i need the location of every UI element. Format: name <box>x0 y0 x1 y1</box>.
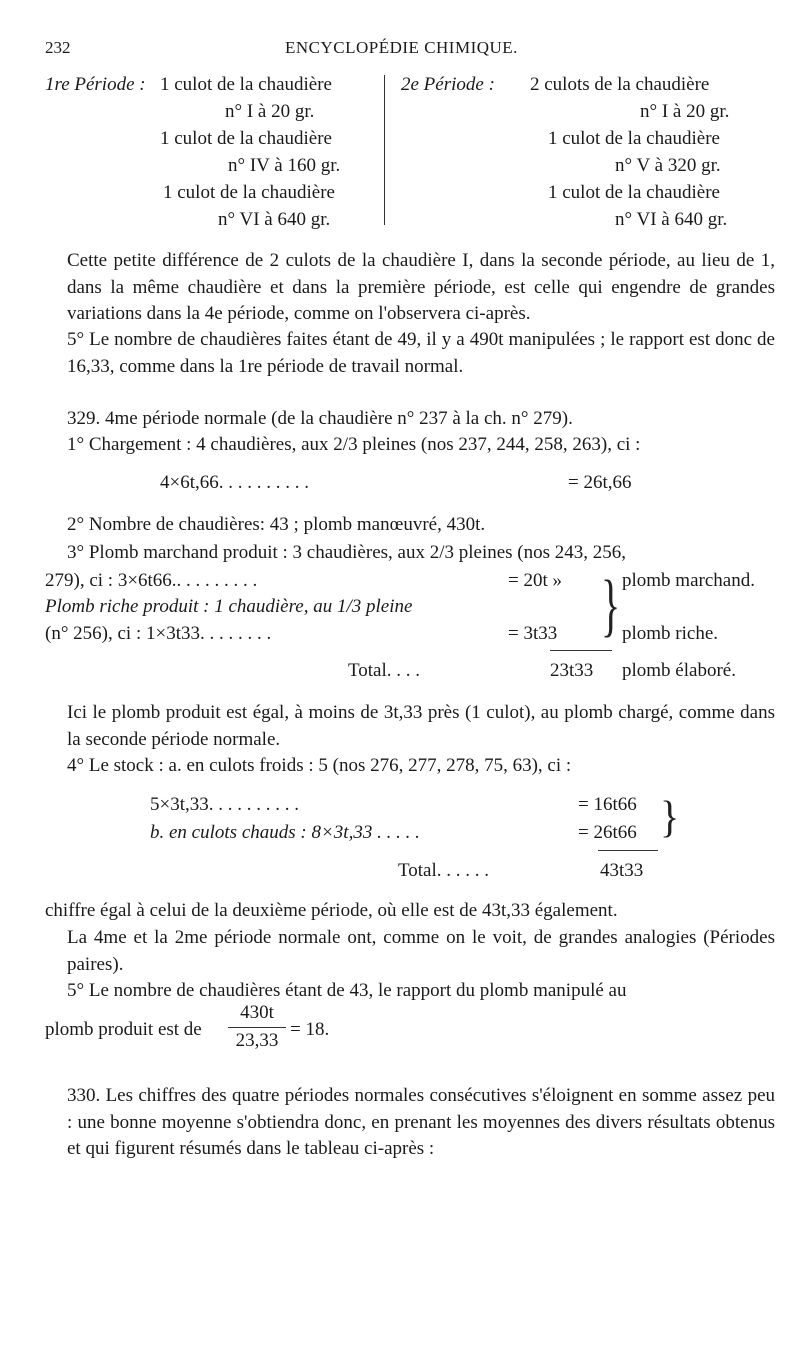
column-divider <box>384 75 385 225</box>
period-right-label: 2e Période : <box>401 74 495 95</box>
paragraph: 330. Les chiffres des quatre périodes normales consécutives s'éloignent en somme assez peu : une bonne moyenne s'obtiendra donc, en prenant les moyennes des divers résultats obtenus et qui figurent résumés dans le tableau ci-après : <box>67 1085 775 1159</box>
plomb-riche-value: = 3t33 <box>508 623 558 644</box>
paragraph: 5° Le nombre de chaudières faites étant de 49, il y a 490t manipulées ; le rapport est donc de 16,33, comme dans la 1re période de travail normal. <box>67 329 775 377</box>
plomb-marchand-value: = 20t » <box>508 570 562 591</box>
period-left-line: 1 culot de la chaudière <box>160 128 332 149</box>
fraction-result: = 18. <box>290 1019 330 1040</box>
stock-b-calc: b. en culots chauds : 8×3t,33 . . . . . <box>150 822 420 843</box>
period-right-line: 1 culot de la chaudière <box>548 128 720 149</box>
fraction-numerator: 430t <box>240 1002 274 1023</box>
period-left-line: 1 culot de la chaudière <box>160 74 332 95</box>
paragraph: 5° Le nombre de chaudières étant de 43, le rapport du plomb manipulé au <box>67 980 627 1001</box>
period-left-line: n° I à 20 gr. <box>225 101 315 122</box>
nombre-line: 2° Nombre de chaudières: 43 ; plomb manœuvré, 430t. <box>67 514 486 535</box>
total-label: Total. . . . <box>348 660 421 681</box>
period-left-line: n° IV à 160 gr. <box>228 155 341 176</box>
brace: } <box>660 791 680 842</box>
plomb-marchand-calc: 279), ci : 3×6t66.. . . . . . . . . <box>45 570 258 591</box>
plomb-marchand-line: 3° Plomb marchand produit : 3 chaudières, aux 2/3 pleines (nos 243, 256, <box>67 542 627 563</box>
paragraph: chiffre égal à celui de la deuxième période, où elle est de 43t,33 également. <box>45 900 618 921</box>
plomb-marchand-label: plomb marchand. <box>622 570 755 591</box>
period-left-line: n° VI à 640 gr. <box>218 209 331 230</box>
chargement-line: 1° Chargement : 4 chaudières, aux 2/3 pleines (nos 237, 244, 258, 263), ci : <box>67 434 641 455</box>
sum-rule <box>598 850 658 851</box>
page-number: 232 <box>45 38 71 57</box>
brace: } <box>601 564 621 644</box>
plomb-riche-label: plomb riche. <box>622 623 719 644</box>
fraction-lead: plomb produit est de <box>45 1019 202 1040</box>
total-label-text: plomb élaboré. <box>622 660 736 681</box>
paragraph: Ici le plomb produit est égal, à moins de 3t,33 près (1 culot), au plomb chargé, comme dans la seconde période normale. <box>67 702 775 750</box>
period-right-line: n° I à 20 gr. <box>640 101 730 122</box>
stock-a-value: = 16t66 <box>578 794 637 815</box>
period-right-line: 2 culots de la chaudière <box>530 74 710 95</box>
plomb-riche-calc: (n° 256), ci : 1×3t33. . . . . . . . <box>45 623 272 644</box>
charge-calculation: 4×6t,66. . . . . . . . . . <box>160 472 309 493</box>
paragraph: La 4me et la 2me période normale ont, comme on le voit, de grandes analogies (Périodes paires). <box>67 927 775 975</box>
period-right-line: n° V à 320 gr. <box>615 155 721 176</box>
period-right-line: n° VI à 640 gr. <box>615 209 728 230</box>
total-label: Total. . . . . . <box>398 860 490 881</box>
charge-result: = 26t,66 <box>568 472 632 493</box>
period-left-label: 1re Période : <box>45 74 146 95</box>
fraction-bar <box>228 1027 286 1028</box>
stock-a-calc: 5×3t,33. . . . . . . . . . <box>150 794 299 815</box>
stock-line: 4° Le stock : a. en culots froids : 5 (nos 276, 277, 278, 75, 63), ci : <box>67 755 572 776</box>
period-left-line: 1 culot de la chaudière <box>163 182 335 203</box>
total-value: 43t33 <box>600 860 644 881</box>
section-329-heading: 329. 4me période normale (de la chaudière n° 237 à la ch. n° 279). <box>67 408 573 429</box>
sum-rule <box>550 650 612 651</box>
paragraph: Cette petite différence de 2 culots de la chaudière I, dans la seconde période, au lieu de 1, dans la même chaudière et dans la première période, est celle qui engendre de grandes variations dans la 4e période, comme on l'observera ci-après. <box>67 250 775 324</box>
running-title: ENCYCLOPÉDIE CHIMIQUE. <box>285 38 518 57</box>
period-right-line: 1 culot de la chaudière <box>548 182 720 203</box>
total-value: 23t33 <box>550 660 594 681</box>
stock-b-value: = 26t66 <box>578 822 637 843</box>
fraction-denominator: 23,33 <box>235 1030 279 1051</box>
plomb-riche-line: Plomb riche produit : 1 chaudière, au 1/3 pleine <box>45 596 413 617</box>
